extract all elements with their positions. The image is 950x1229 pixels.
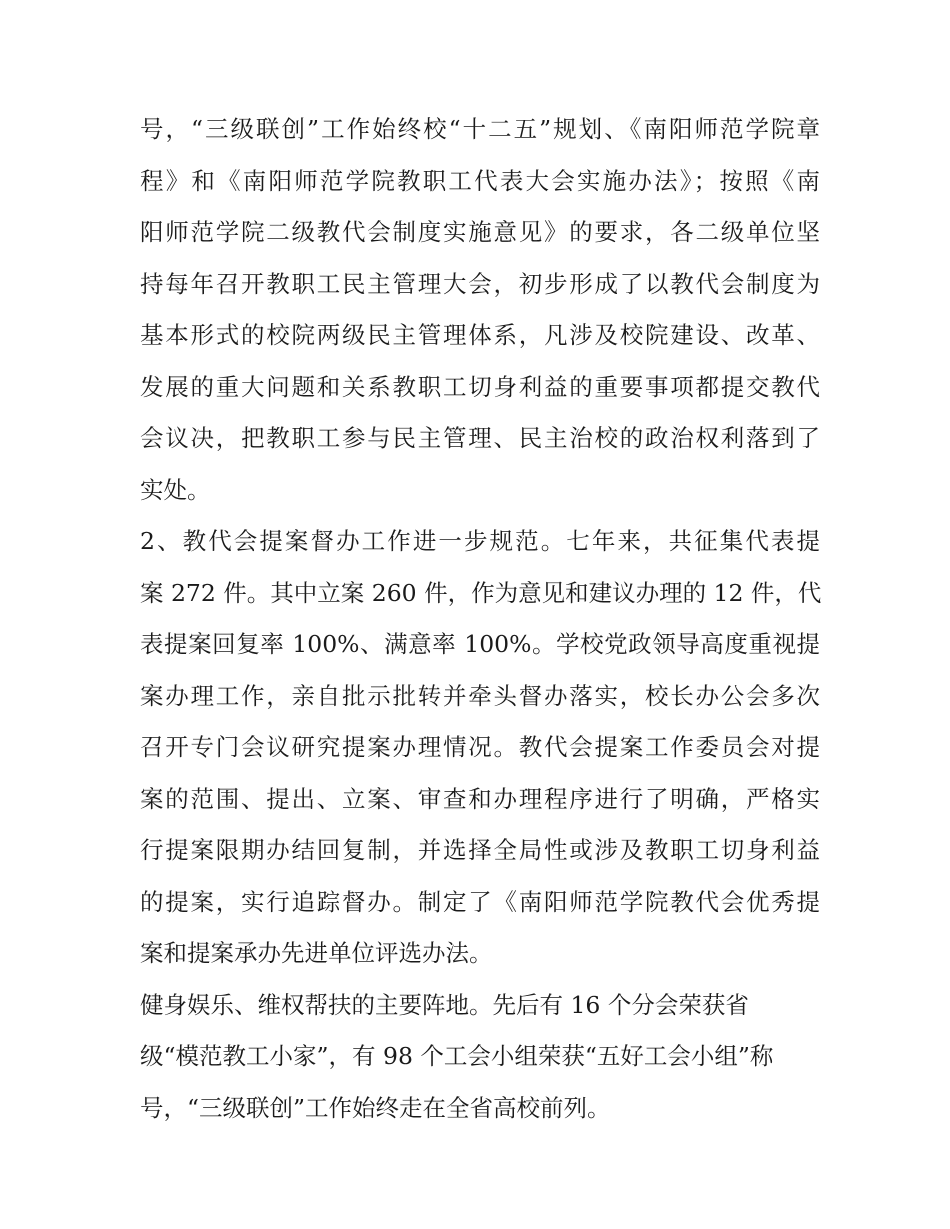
text-line: 程》和《南阳师范学院教职工代表大会实施办法》；按照《南: [140, 166, 820, 195]
text-line: 号，“三级联创”工作始终校“十二五”规划、《南阳师范学院章: [140, 115, 820, 143]
text-line: 级“模范教工小家”，有 98 个工会小组荣获“五好工会小组”称: [140, 1042, 774, 1070]
text-line: 行提案限期办结回复制，并选择全局性或涉及教职工切身利益: [140, 836, 820, 864]
text-line: 的提案，实行追踪督办。制定了《南阳师范学院教代会优秀提: [140, 887, 820, 916]
text-line: 发展的重大问题和关系教职工切身利益的重要事项都提交教代: [140, 372, 820, 401]
text-line: 案办理工作，亲自批示批转并牵头督办落实，校长办公会多次: [140, 681, 820, 710]
text-line: 实处。: [140, 475, 211, 504]
text-line: 案和提案承办先进单位评选办法。: [140, 939, 493, 967]
text-line: 召开专门会议研究提案办理情况。教代会提案工作委员会对提: [140, 733, 820, 761]
text-line: 2、教代会提案督办工作进一步规范。七年来，共征集代表提: [140, 527, 820, 555]
text-line: 阳师范学院二级教代会制度实施意见》的要求，各二级单位坚: [140, 218, 820, 246]
body-text: [140, 104, 820, 1134]
text-line: 会议决，把教职工参与民主管理、民主治校的政治权利落到了: [140, 424, 820, 452]
text-line: 案的范围、提出、立案、审查和办理程序进行了明确，严格实: [140, 784, 820, 813]
text-line: 持每年召开教职工民主管理大会，初步形成了以教代会制度为: [140, 269, 820, 298]
text-line: 案 272 件。其中立案 260 件，作为意见和建议办理的 12 件，代: [140, 578, 822, 607]
text-line: 表提案回复率 100%、满意率 100%。学校党政领导高度重视提: [140, 630, 820, 658]
text-line: 号，“三级联创”工作始终走在全省高校前列。: [140, 1093, 611, 1122]
text-line: 基本形式的校院两级民主管理体系，凡涉及校院建设、改革、: [140, 321, 820, 349]
text-line: 健身娱乐、维权帮扶的主要阵地。先后有 16 个分会荣获省: [140, 990, 749, 1019]
